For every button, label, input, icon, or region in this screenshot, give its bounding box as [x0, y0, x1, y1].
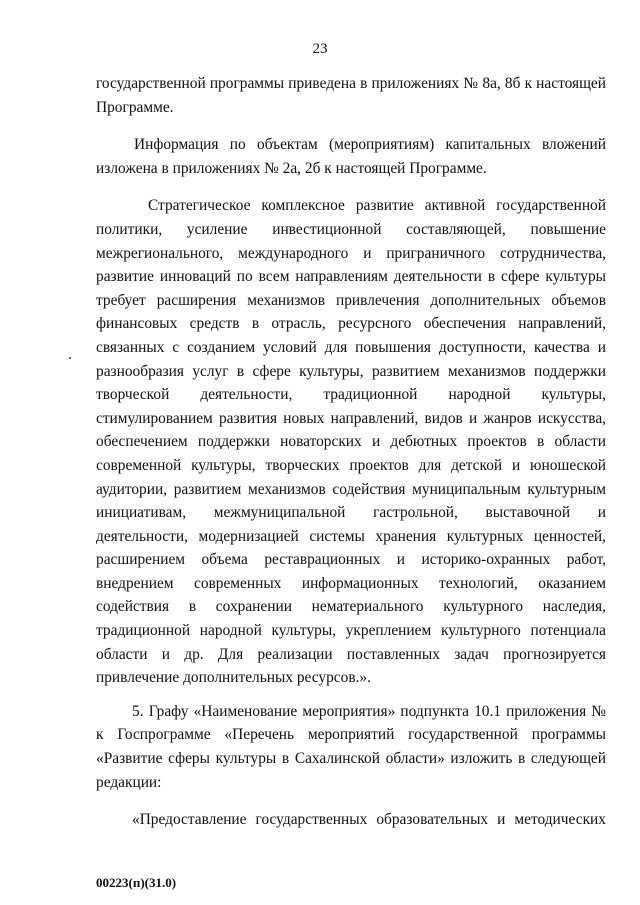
text-line: деятельности, модернизацией системы хранения культурных ценностей, — [96, 527, 606, 545]
text-line: современной культуры, творческих проектов для детской и юношеской — [96, 456, 606, 474]
paragraph-strategic-development — [96, 194, 606, 689]
text-line: изложена в приложениях № 2а, 2б к настоящей Программе. — [96, 159, 487, 177]
text-line: развитие инноваций по всем направлениям деятельности в сфере культуры — [96, 268, 606, 286]
text-line: государственной программы приведена в приложениях № 8а, 8б к настоящей — [96, 75, 606, 92]
text-line: аудитории, развитием механизмов содействия муниципальным культурным — [96, 480, 606, 498]
text-line: Информация по объектам (мероприятиям) капитальных вложений — [134, 136, 606, 154]
text-line: Программе. — [96, 98, 174, 116]
text-line: традиционной народной культуры, укреплением культурного потенциала — [96, 622, 606, 640]
text-line: редакции: — [96, 773, 162, 791]
text-line: разнообразия услуг в сфере культуры, развитием механизмов поддержки — [96, 362, 606, 380]
page-number: 23 — [312, 41, 328, 57]
text-line: творческой деятельности, традиционной народной культуры, — [96, 386, 606, 404]
text-line: требует расширения механизмов привлечения дополнительных объемов — [96, 291, 606, 309]
text-line: области и др. Для реализации поставленных задач прогнозируется — [96, 645, 606, 663]
document-body — [96, 72, 606, 832]
text-line: финансовых средств в отрасль, ресурсного обеспечения направлений, — [96, 315, 606, 333]
paragraph-item-5 — [96, 700, 606, 794]
text-line: привлечение дополнительных ресурсов.». — [96, 669, 371, 687]
text-line: Стратегическое комплексное развитие активной государственной — [148, 197, 606, 215]
document-code: 00223(п)(31.0) — [96, 875, 177, 890]
text-line: «Предоставление государственных образовательных и методических — [132, 811, 606, 829]
text-line: инициативам, межмуниципальной гастрольной, выставочной и — [96, 504, 606, 522]
scan-speck — [69, 357, 71, 359]
text-line: «Развитие сферы культуры в Сахалинской области» изложить в следующей — [96, 750, 606, 768]
text-line: к Госпрограмме «Перечень мероприятий государственной программы — [96, 726, 606, 744]
paragraph-capital-investments — [96, 133, 606, 180]
text-line: стимулированием развития новых направлений, видов и жанров искусства, — [96, 409, 606, 427]
paragraph-program-appendices — [96, 72, 606, 119]
text-line: обеспечением поддержки новаторских и дебютных проектов в области — [96, 433, 606, 451]
text-line: связанных с созданием условий для повышения доступности, качества и — [96, 338, 606, 356]
text-line: межрегионального, международного и приграничного сотрудничества, — [96, 244, 606, 262]
text-line: политики, усиление инвестиционной составляющей, повышение — [96, 220, 606, 238]
text-line: расширением объема реставрационных и историко-охранных работ, — [96, 551, 606, 569]
paragraph-provision — [96, 808, 606, 832]
text-line: внедрением современных информационных технологий, оказанием — [96, 574, 606, 592]
text-line: содействия в сохранении нематериального культурного наследия, — [96, 598, 606, 616]
text-line: 5. Графу «Наименование мероприятия» подпункта 10.1 приложения № — [132, 702, 606, 720]
